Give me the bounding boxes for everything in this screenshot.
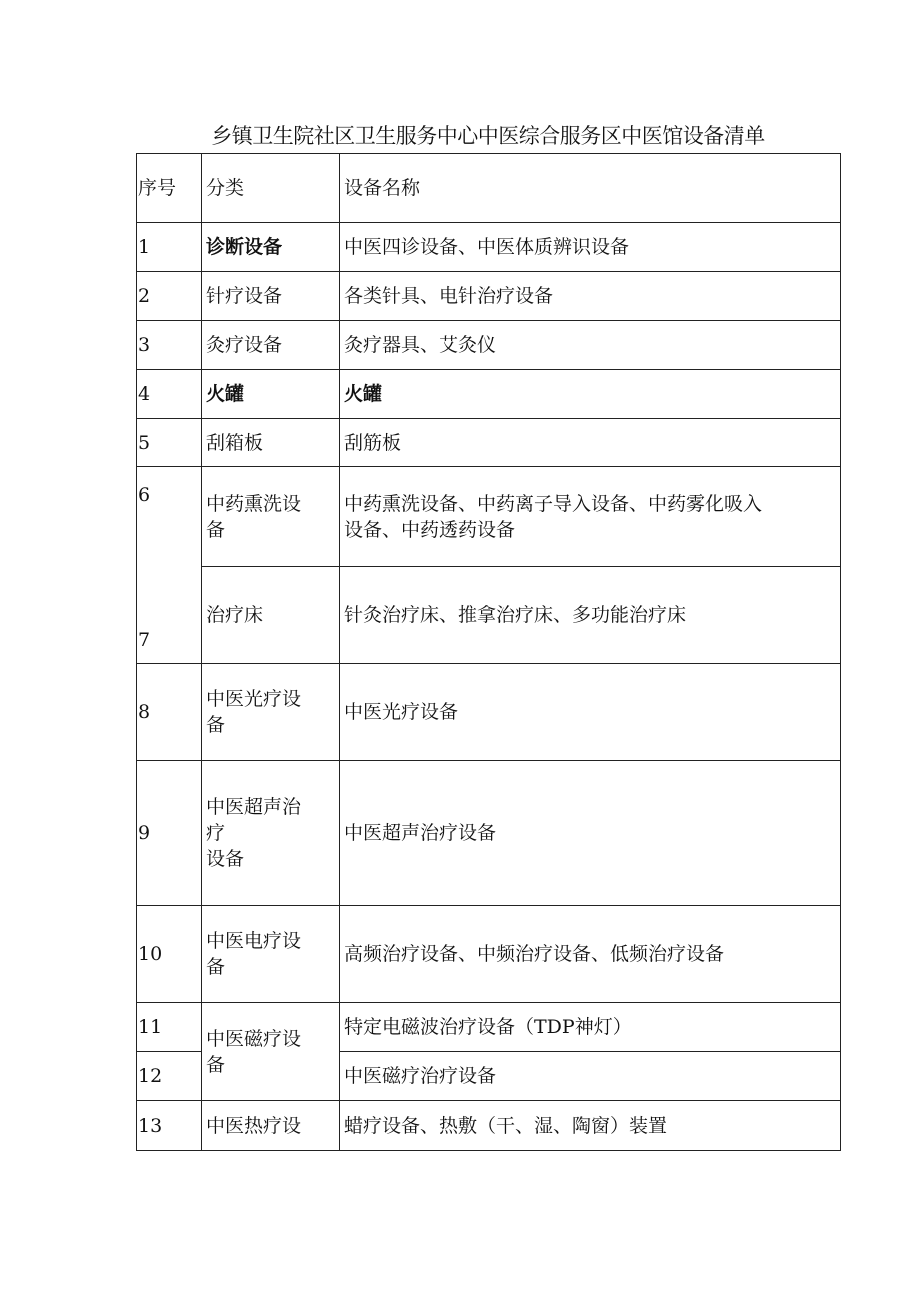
row-no: 9 — [137, 761, 202, 906]
table-row — [137, 1101, 841, 1151]
row-category: 中医磁疗设 备 — [202, 1003, 340, 1101]
row-name: 中医光疗设备 — [340, 664, 841, 761]
row-category: 灸疗设备 — [202, 321, 340, 370]
row-category: 中医电疗设 备 — [202, 906, 340, 1003]
row-no: 5 — [137, 419, 202, 467]
equipment-table — [136, 153, 841, 1151]
row-name: 针灸治疗床、推拿治疗床、多功能治疗床 — [340, 567, 841, 664]
row-no: 13 — [137, 1101, 202, 1151]
row-no: 2 — [137, 272, 202, 321]
table-row — [137, 223, 841, 272]
header-name: 设备名称 — [340, 154, 841, 223]
row-no: 12 — [137, 1052, 202, 1101]
row-category: 治疗床 — [202, 567, 340, 664]
row-name: 刮筋板 — [340, 419, 841, 467]
row-no: 4 — [137, 370, 202, 419]
table-row — [137, 467, 841, 567]
row-category: 诊断设备 — [202, 223, 340, 272]
table-row — [137, 906, 841, 1003]
table-row — [137, 321, 841, 370]
row-category: 针疗设备 — [202, 272, 340, 321]
row-no: 10 — [137, 906, 202, 1003]
row-category: 中医超声治 疗 设备 — [202, 761, 340, 906]
row-no: 7 — [138, 629, 151, 651]
row-category: 中医光疗设 备 — [202, 664, 340, 761]
table-row — [137, 272, 841, 321]
header-no: 序号 — [137, 154, 202, 223]
row-no: 1 — [137, 223, 202, 272]
row-category: 中药熏洗设 备 — [202, 467, 340, 567]
row-name: 中药熏洗设备、中药离子导入设备、中药雾化吸入 设备、中药透药设备 — [340, 467, 841, 567]
table-row — [137, 761, 841, 906]
row-name: 中医四诊设备、中医体质辨识设备 — [340, 223, 841, 272]
table-row — [137, 567, 841, 664]
table-row — [137, 370, 841, 419]
row-category: 中医热疗设 — [202, 1101, 340, 1151]
row-category: 刮箱板 — [202, 419, 340, 467]
row-name: 特定电磁波治疗设备（TDP神灯） — [340, 1003, 841, 1052]
row-name: 灸疗器具、艾灸仪 — [340, 321, 841, 370]
row-name: 各类针具、电针治疗设备 — [340, 272, 841, 321]
row-category: 火罐 — [202, 370, 340, 419]
row-no-merged — [137, 467, 202, 664]
table-row — [137, 664, 841, 761]
row-no: 6 — [138, 484, 151, 506]
table-row — [137, 1003, 841, 1052]
row-name: 中医超声治疗设备 — [340, 761, 841, 906]
row-no: 8 — [137, 664, 202, 761]
row-name: 蜡疗设备、热敷（干、湿、陶窗）装置 — [340, 1101, 841, 1151]
row-name: 火罐 — [340, 370, 841, 419]
row-name: 高频治疗设备、中频治疗设备、低频治疗设备 — [340, 906, 841, 1003]
row-no: 11 — [137, 1003, 202, 1052]
table-row — [137, 419, 841, 467]
table-header-row — [137, 154, 841, 223]
row-no: 3 — [137, 321, 202, 370]
header-category: 分类 — [202, 154, 340, 223]
row-name: 中医磁疗治疗设备 — [340, 1052, 841, 1101]
page-title: 乡镇卫生院社区卫生服务中心中医综合服务区中医馆设备清单 — [211, 124, 765, 148]
